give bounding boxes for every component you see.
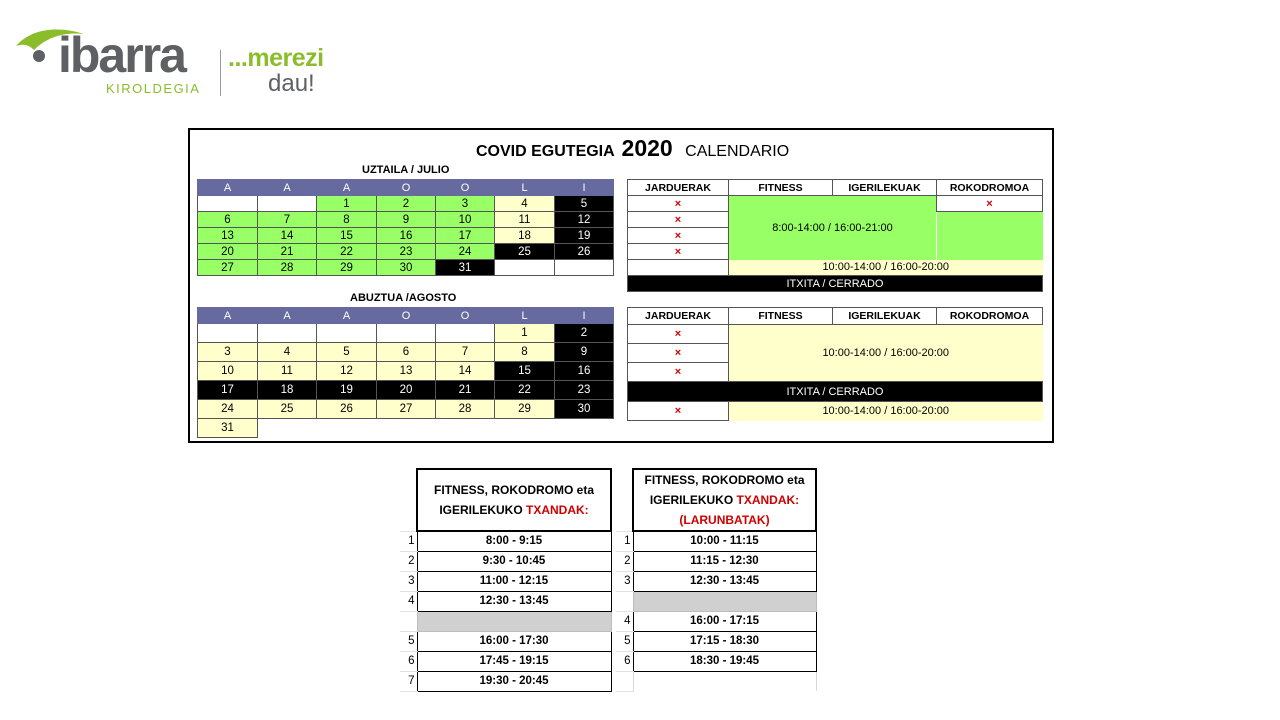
calendar-day-25: 25	[495, 244, 555, 260]
weekday-header: A	[258, 308, 317, 324]
calendar-day-3: 3	[436, 196, 495, 212]
shift-number: 2	[616, 551, 633, 571]
calendar-day-27: 27	[198, 260, 258, 276]
calendar-day-17: 17	[436, 228, 495, 244]
calendar-day-16: 16	[377, 228, 436, 244]
shift-time: 12:30 - 13:45	[417, 591, 611, 611]
closed-mark: ×	[628, 212, 729, 228]
shift-row	[400, 531, 611, 551]
shift-row	[400, 551, 611, 571]
calendar-subtitle: CALENDARIO	[685, 143, 790, 160]
legend-yellow-hours: 10:00-14:00 / 16:00-20:00	[729, 325, 1043, 382]
calendar-empty-cell	[436, 324, 495, 343]
calendar-week	[198, 343, 614, 362]
shift-break	[633, 591, 816, 611]
closed-mark: ×	[937, 196, 1043, 212]
calendar-empty-cell	[495, 260, 555, 276]
shift-number: 3	[400, 571, 417, 591]
calendar-day-24: 24	[436, 244, 495, 260]
shift-row	[616, 611, 816, 631]
calendar-week	[198, 212, 614, 228]
shift-row	[400, 671, 611, 691]
calendar-day-29: 29	[495, 400, 555, 419]
calendar-week	[198, 419, 614, 438]
shift-time: 17:15 - 18:30	[633, 631, 816, 651]
calendar-day-17: 17	[198, 381, 258, 400]
calendar-day-2: 2	[377, 196, 436, 212]
calendar-day-6: 6	[198, 212, 258, 228]
shift-number	[616, 671, 633, 691]
logo-separator	[220, 50, 221, 96]
calendar-day-24: 24	[198, 400, 258, 419]
logo-brand: ibarra	[58, 27, 185, 83]
logo-tagline-1: ...merezi	[228, 44, 324, 72]
calendar-day-20: 20	[198, 244, 258, 260]
july-legend	[627, 179, 1043, 292]
shift-number: 6	[400, 651, 417, 671]
shift-time: 19:30 - 20:45	[417, 671, 611, 691]
weekday-header: O	[436, 308, 495, 324]
weekday-header: A	[258, 180, 317, 196]
shift-row	[400, 611, 611, 631]
calendar-day-26: 26	[317, 400, 377, 419]
shift-row	[616, 591, 816, 611]
calendar-frame	[188, 128, 1054, 443]
shift-time: 16:00 - 17:15	[633, 611, 816, 631]
calendar-day-7: 7	[258, 212, 317, 228]
legend-green-hours: 8:00-14:00 / 16:00-21:00	[729, 196, 937, 260]
calendar-empty-cell	[198, 324, 258, 343]
weekday-header: I	[555, 180, 614, 196]
legend-closed: ITXITA / CERRADO	[628, 276, 1043, 292]
shift-number: 7	[400, 671, 417, 691]
calendar-day-25: 25	[258, 400, 317, 419]
legend-empty-cell	[628, 260, 729, 276]
weekday-shifts-table	[400, 468, 612, 692]
shift-time: 18:30 - 19:45	[633, 651, 816, 671]
calendar-week	[198, 260, 614, 276]
legend-header-rokodromoa: ROKODROMOA	[937, 308, 1043, 325]
calendar-day-21: 21	[258, 244, 317, 260]
shift-number	[616, 591, 633, 611]
saturday-header-red: TXANDAK:	[736, 493, 800, 507]
shift-number: 5	[616, 631, 633, 651]
shift-number: 4	[616, 611, 633, 631]
weekday-header: O	[377, 180, 436, 196]
legend-yellow-hours: 10:00-14:00 / 16:00-20:00	[729, 260, 1043, 276]
calendar-day-5: 5	[555, 196, 614, 212]
shift-time: 9:30 - 10:45	[417, 551, 611, 571]
weekday-header: A	[198, 180, 258, 196]
calendar-day-14: 14	[258, 228, 317, 244]
legend-header-jarduerak: JARDUERAK	[628, 308, 729, 325]
calendar-day-30: 30	[555, 400, 614, 419]
calendar-day-13: 13	[198, 228, 258, 244]
calendar-empty-cell	[258, 196, 317, 212]
calendar-year: 2020	[621, 135, 673, 161]
calendar-day-15: 15	[317, 228, 377, 244]
shift-time: 17:45 - 19:15	[417, 651, 611, 671]
july-calendar	[197, 179, 614, 276]
ibarra-logo	[14, 24, 334, 100]
calendar-day-16: 16	[555, 362, 614, 381]
shift-row	[400, 651, 611, 671]
saturday-header-red-2: (LARUNBATAK)	[679, 513, 770, 527]
calendar-empty-cell	[555, 260, 614, 276]
shift-time: 11:00 - 12:15	[417, 571, 611, 591]
calendar-day-30: 30	[377, 260, 436, 276]
legend-closed: ITXITA / CERRADO	[628, 382, 1043, 402]
shift-row	[400, 631, 611, 651]
shift-row	[616, 531, 816, 551]
shift-row	[400, 591, 611, 611]
calendar-day-11: 11	[495, 212, 555, 228]
calendar-week	[198, 244, 614, 260]
calendar-day-31: 31	[436, 260, 495, 276]
calendar-day-22: 22	[317, 244, 377, 260]
shift-row	[616, 671, 816, 691]
legend-header-jarduerak: JARDUERAK	[628, 180, 729, 196]
calendar-day-13: 13	[377, 362, 436, 381]
calendar-day-26: 26	[555, 244, 614, 260]
weekday-header: A	[198, 308, 258, 324]
shift-break	[633, 671, 816, 691]
closed-mark: ×	[628, 402, 729, 421]
calendar-day-2: 2	[555, 324, 614, 343]
july-label: UZTAILA / JULIO	[362, 164, 450, 176]
calendar-day-9: 9	[377, 212, 436, 228]
saturday-shifts-header	[633, 469, 816, 531]
closed-mark: ×	[628, 325, 729, 344]
calendar-day-22: 22	[495, 381, 555, 400]
calendar-week	[198, 362, 614, 381]
shift-time: 10:00 - 11:15	[633, 531, 816, 551]
legend-last-hours: 10:00-14:00 / 16:00-20:00	[729, 402, 1043, 421]
calendar-week	[198, 228, 614, 244]
calendar-day-20: 20	[377, 381, 436, 400]
shift-row	[616, 631, 816, 651]
shift-number: 3	[616, 571, 633, 591]
calendar-day-10: 10	[198, 362, 258, 381]
shift-row	[616, 651, 816, 671]
calendar-day-18: 18	[495, 228, 555, 244]
calendar-day-8: 8	[317, 212, 377, 228]
legend-header-fitness: FITNESS	[729, 180, 833, 196]
legend-header-igerilekuak: IGERILEKUAK	[833, 180, 937, 196]
calendar-day-9: 9	[555, 343, 614, 362]
august-label: ABUZTUA /AGOSTO	[350, 292, 457, 304]
weekday-header: I	[555, 308, 614, 324]
calendar-day-3: 3	[198, 343, 258, 362]
calendar-day-15: 15	[495, 362, 555, 381]
calendar-day-28: 28	[258, 260, 317, 276]
weekday-header: L	[495, 308, 555, 324]
closed-mark: ×	[628, 344, 729, 363]
weekday-shifts-header	[417, 469, 611, 531]
shift-break	[417, 611, 611, 631]
shift-header-spacer	[400, 469, 417, 531]
calendar-day-5: 5	[317, 343, 377, 362]
calendar-empty-cell	[258, 324, 317, 343]
shift-number	[400, 611, 417, 631]
calendar-title-text: COVID EGUTEGIA	[476, 143, 615, 160]
calendar-day-23: 23	[555, 381, 614, 400]
shift-header-spacer	[616, 469, 633, 531]
calendar-day-19: 19	[317, 381, 377, 400]
closed-mark: ×	[628, 196, 729, 212]
shift-number: 4	[400, 591, 417, 611]
closed-mark: ×	[628, 244, 729, 260]
calendar-day-12: 12	[317, 362, 377, 381]
calendar-day-11: 11	[258, 362, 317, 381]
shift-number: 5	[400, 631, 417, 651]
weekday-header-red: TXANDAK:	[526, 503, 589, 517]
calendar-day-23: 23	[377, 244, 436, 260]
shift-row	[400, 571, 611, 591]
shift-number: 2	[400, 551, 417, 571]
calendar-day-29: 29	[317, 260, 377, 276]
calendar-day-21: 21	[436, 381, 495, 400]
logo-subtitle: KIROLDEGIA	[106, 81, 201, 96]
shift-time: 11:15 - 12:30	[633, 551, 816, 571]
august-legend	[627, 307, 1043, 421]
shift-number: 6	[616, 651, 633, 671]
calendar-empty-cell	[317, 324, 377, 343]
calendar-day-27: 27	[377, 400, 436, 419]
calendar-day-8: 8	[495, 343, 555, 362]
calendar-day-4: 4	[258, 343, 317, 362]
shift-number: 1	[400, 531, 417, 551]
shift-time: 12:30 - 13:45	[633, 571, 816, 591]
shift-time: 16:00 - 17:30	[417, 631, 611, 651]
calendar-day-7: 7	[436, 343, 495, 362]
calendar-day-31: 31	[198, 419, 258, 438]
shift-number: 1	[616, 531, 633, 551]
calendar-empty-cell	[377, 324, 436, 343]
calendar-day-12: 12	[555, 212, 614, 228]
calendar-title	[476, 134, 789, 166]
calendar-week	[198, 381, 614, 400]
legend-header-fitness: FITNESS	[729, 308, 833, 325]
calendar-day-19: 19	[555, 228, 614, 244]
legend-header-igerilekuak: IGERILEKUAK	[833, 308, 937, 325]
saturday-shifts-table	[616, 468, 817, 692]
calendar-empty-cell	[198, 196, 258, 212]
weekday-header: A	[317, 308, 377, 324]
calendar-day-4: 4	[495, 196, 555, 212]
weekday-header: L	[495, 180, 555, 196]
calendar-day-14: 14	[436, 362, 495, 381]
august-calendar	[197, 307, 614, 438]
closed-mark: ×	[628, 228, 729, 244]
weekday-header-text: FITNESS, ROKODROMO eta IGERILEKUKO	[433, 483, 594, 517]
calendar-week	[198, 324, 614, 343]
calendar-day-18: 18	[258, 381, 317, 400]
calendar-week	[198, 196, 614, 212]
calendar-day-1: 1	[317, 196, 377, 212]
legend-green-fill	[937, 212, 1043, 260]
shift-row	[616, 551, 816, 571]
shift-row	[616, 571, 816, 591]
shift-time: 8:00 - 9:15	[417, 531, 611, 551]
calendar-week	[198, 400, 614, 419]
calendar-day-6: 6	[377, 343, 436, 362]
closed-mark: ×	[628, 363, 729, 382]
weekday-header: O	[436, 180, 495, 196]
calendar-day-28: 28	[436, 400, 495, 419]
weekday-header: A	[317, 180, 377, 196]
calendar-day-1: 1	[495, 324, 555, 343]
saturday-header-text: FITNESS, ROKODROMO eta IGERILEKUKO	[644, 473, 805, 507]
weekday-header: O	[377, 308, 436, 324]
logo-tagline-2: dau!	[268, 70, 315, 97]
calendar-day-10: 10	[436, 212, 495, 228]
legend-header-rokodromoa: ROKODROMOA	[937, 180, 1043, 196]
